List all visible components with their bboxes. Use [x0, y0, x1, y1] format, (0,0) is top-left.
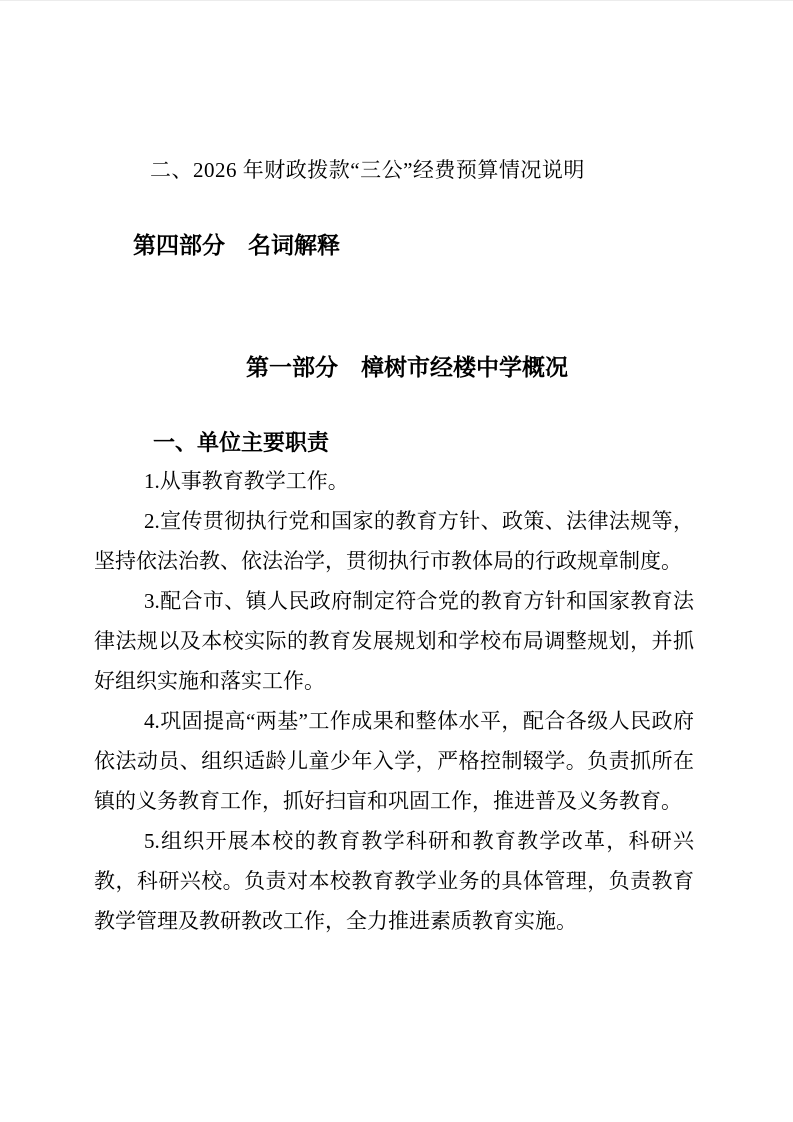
toc-item-three-public-funds: 二、2026 年财政拨款“三公”经费预算情况说明: [150, 158, 585, 182]
body-text-block: [94, 461, 694, 941]
paragraph-duty-5: 5.组织开展本校的教育教学科研和教育教学改革，科研兴教，科研兴校。负责对本校教育教学业务的具体管理，负责教育教学管理及教研教改工作，全力推进素质教育实施。: [94, 829, 694, 933]
part-title-part-one: 第一部分 樟树市经楼中学概况: [246, 354, 568, 380]
paragraph-duty-4: 4.巩固提高“两基”工作成果和整体水平，配合各级人民政府依法动员、组织适龄儿童少年入学，严格控制辍学。负责抓所在镇的义务教育工作，抓好扫盲和巩固工作，推进普及义务教育。: [94, 709, 694, 813]
paragraph-duty-2: 2.宣传贯彻执行党和国家的教育方针、政策、法律法规等，坚持依法治教、依法治学，贯彻执行市教体局的行政规章制度。: [94, 509, 694, 573]
section-heading-part-four: 第四部分 名词解释: [133, 232, 340, 258]
paragraph-duty-1: 1.从事教育教学工作。: [144, 469, 349, 493]
paragraph-duty-3: 3.配合市、镇人民政府制定符合党的教育方针和国家教育法律法规以及本校实际的教育发展规划和学校布局调整规划，并抓好组织实施和落实工作。: [94, 589, 694, 693]
subsection-heading-main-duties: 一、单位主要职责: [153, 430, 330, 455]
